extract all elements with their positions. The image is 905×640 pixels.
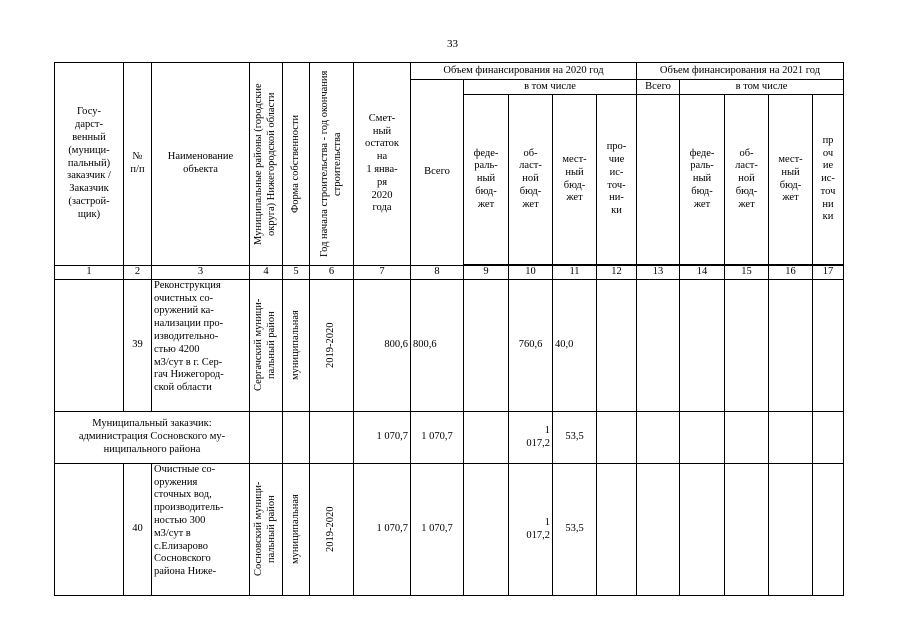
header-total-2020: Всего <box>411 80 464 266</box>
row40-estimate: 1 070,7 <box>354 463 411 595</box>
row40-ownership-cell <box>283 463 310 595</box>
header-ownership-cell <box>283 63 310 266</box>
row39-other-2020 <box>597 279 637 411</box>
header-ownership: Форма собственности <box>289 114 301 214</box>
row39-object-name: Реконструкция очистных со- оружений ка- нализации про- изводительно- стью 4200 м3/сут в г. Сер- гач Нижегород- ской области <box>152 279 250 411</box>
row39-federal-2020 <box>464 279 509 411</box>
row39-total-2021 <box>637 279 680 411</box>
column-number: 6 <box>310 266 354 280</box>
header-customer: Госу- дарст- венный (муници- пальный) заказчик / Заказчик (застрой- щик) <box>55 63 124 266</box>
header-construction-years: Год начала строительства - год окончания строительства <box>318 70 343 258</box>
row39-years-cell <box>310 279 354 411</box>
row40-object-name: Очистные со- оружения сточных вод, производитель- ностью 300 м3/сут в с.Елизарово Сосновского района Ниже- <box>152 463 250 595</box>
row40-regional-line1: 1 <box>544 516 550 528</box>
row39-district-cell <box>250 279 283 411</box>
row39-total-2020: 800,6 <box>411 279 464 411</box>
row40-district: Сосновский муници-пальный район <box>253 482 277 577</box>
customer-group-local-2021 <box>769 411 813 463</box>
customer-group-total-2020: 1 070,7 <box>411 411 464 463</box>
row39-other-2021 <box>813 279 844 411</box>
customer-group-local-2020: 53,5 <box>553 411 597 463</box>
table-row-customer-group <box>55 411 844 463</box>
row40-local-2021 <box>769 463 813 595</box>
row39-local-2020: 40,0 <box>553 279 597 411</box>
row40-local-2020: 53,5 <box>553 463 597 595</box>
column-number: 8 <box>411 266 464 280</box>
column-number: 17 <box>813 266 844 280</box>
header-federal-2020: феде- раль- ный бюд- жет <box>464 95 509 265</box>
header-total-2021: Всего <box>637 80 680 95</box>
row40-federal-2021 <box>680 463 725 595</box>
row39-regional-2020: 760,6 <box>509 279 553 411</box>
customer-group-years <box>310 411 354 463</box>
column-number: 4 <box>250 266 283 280</box>
customer-group-label: Муниципальный заказчик: администрация Сосновского му- ниципального района <box>55 411 250 463</box>
customer-group-district <box>250 411 283 463</box>
row39-ownership-cell <box>283 279 310 411</box>
row39-local-2021 <box>769 279 813 411</box>
row39-np: 39 <box>124 279 152 411</box>
customer-group-federal-2021 <box>680 411 725 463</box>
column-number: 9 <box>464 266 509 280</box>
row40-regional-2021 <box>725 463 769 595</box>
row40-years-cell <box>310 463 354 595</box>
customer-group-regional-2020 <box>509 411 553 463</box>
customer-group-other-2021 <box>813 411 844 463</box>
header-local-2021: мест- ный бюд- жет <box>769 95 813 265</box>
column-number: 16 <box>769 266 813 280</box>
row40-customer-cell <box>55 463 124 595</box>
column-number: 14 <box>680 266 725 280</box>
customer-group-other-2020 <box>597 411 637 463</box>
column-number: 2 <box>124 266 152 280</box>
column-number: 7 <box>354 266 411 280</box>
header-including-2021: в том числе <box>680 80 844 95</box>
customer-group-total-2021 <box>637 411 680 463</box>
header-funding-2021: Объем финансирования на 2021 год <box>637 63 844 80</box>
row39-ownership: муниципальная <box>289 310 301 381</box>
table-row-39 <box>55 279 844 411</box>
row39-district: Сергачский муници-пальный район <box>253 299 277 392</box>
customer-group-regional-line2: 017,2 <box>526 438 550 450</box>
row40-np: 40 <box>124 463 152 595</box>
page-number: 33 <box>447 38 458 50</box>
customer-group-regional-2021 <box>725 411 769 463</box>
column-number: 13 <box>637 266 680 280</box>
header-regional-2021: об- ласт- ной бюд- жет <box>725 95 769 265</box>
financing-table <box>54 62 844 596</box>
row40-total-2020: 1 070,7 <box>411 463 464 595</box>
row40-ownership: муниципальная <box>289 494 301 565</box>
row40-total-2021 <box>637 463 680 595</box>
customer-group-estimate: 1 070,7 <box>354 411 411 463</box>
header-local-2020: мест- ный бюд- жет <box>553 95 597 265</box>
row40-regional-2020 <box>509 463 553 595</box>
header-np: № п/п <box>124 63 152 266</box>
column-number: 10 <box>509 266 553 280</box>
header-municipal-districts-cell <box>250 63 283 266</box>
column-number: 3 <box>152 266 250 280</box>
header-federal-2021: феде- раль- ный бюд- жет <box>680 95 725 265</box>
row40-district-cell <box>250 463 283 595</box>
column-number: 5 <box>283 266 310 280</box>
customer-group-federal-2020 <box>464 411 509 463</box>
customer-group-ownership <box>283 411 310 463</box>
column-number: 11 <box>553 266 597 280</box>
header-years-cell <box>310 63 354 266</box>
row39-regional-2021 <box>725 279 769 411</box>
row39-federal-2021 <box>680 279 725 411</box>
table-row-40 <box>55 463 844 595</box>
header-other-2021: пр оч ие ис- точ ни ки <box>813 95 844 265</box>
column-number-row <box>55 266 844 280</box>
header-funding-2020: Объем финансирования на 2020 год <box>411 63 637 80</box>
row39-customer-cell <box>55 279 124 411</box>
row40-other-2021 <box>813 463 844 595</box>
header-estimate-balance: Смет- ный остаток на 1 янва- ря 2020 года <box>354 63 411 266</box>
header-regional-2020: об- ласт- ной бюд- жет <box>509 95 553 265</box>
header-object-name: Наименование объекта <box>152 63 250 266</box>
row40-other-2020 <box>597 463 637 595</box>
row39-estimate: 800,6 <box>354 279 411 411</box>
column-number: 15 <box>725 266 769 280</box>
column-number: 12 <box>597 266 637 280</box>
row40-regional-line2: 017,2 <box>526 530 550 542</box>
customer-group-regional-line1: 1 <box>544 424 550 436</box>
header-total-2021-body <box>637 95 680 265</box>
header-including-2020: в том числе <box>464 80 637 95</box>
row40-federal-2020 <box>464 463 509 595</box>
header-other-2020: про- чие ис- точ- ни- ки <box>597 95 637 265</box>
row40-years: 2019-2020 <box>325 506 337 553</box>
header-municipal-districts: Муниципальные районы (городские округа) Нижегородской области <box>253 83 277 245</box>
row39-years: 2019-2020 <box>325 322 337 369</box>
column-number: 1 <box>55 266 124 280</box>
